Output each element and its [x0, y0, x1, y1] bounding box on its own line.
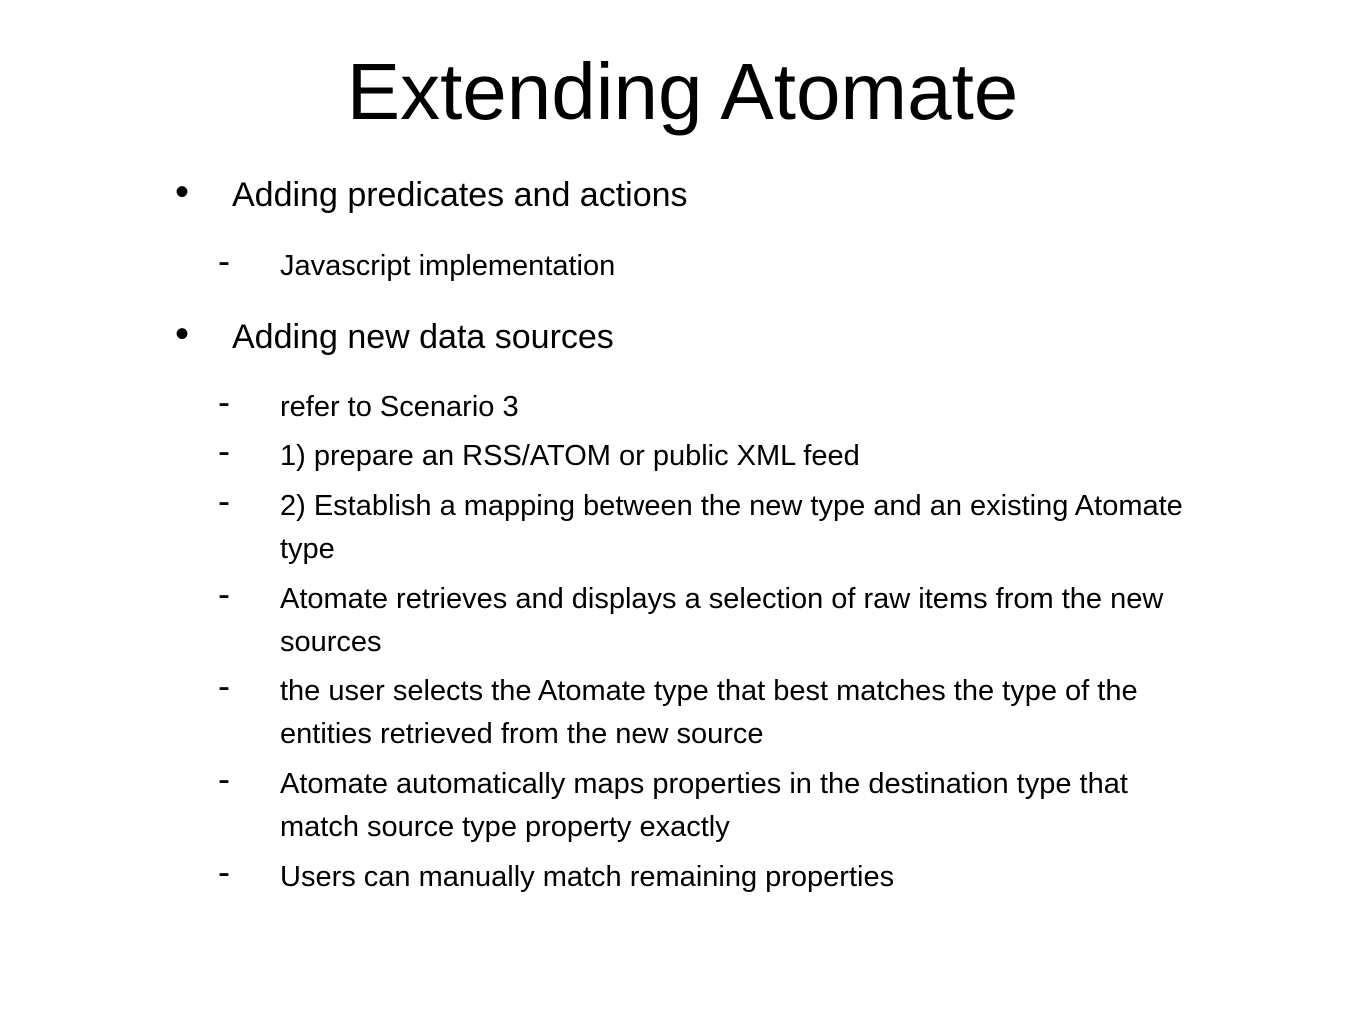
dash-icon: -: [218, 480, 230, 521]
sub-item-text: 1) prepare an RSS/ATOM or public XML feed: [280, 440, 860, 472]
sub-item-text: 2) Establish a mapping between the new type and an existing Atomate type: [280, 490, 1183, 565]
sub-item-text: Users can manually match remaining properties: [280, 861, 895, 893]
bullet-dot-icon: •: [175, 312, 190, 356]
bullet-dot-icon: •: [175, 170, 190, 214]
dash-icon: -: [218, 430, 230, 471]
sub-item-text: Atomate automatically maps properties in the destination type that match source type property exactly: [280, 768, 1128, 843]
dash-icon: -: [218, 240, 230, 281]
dash-icon: -: [218, 573, 230, 614]
dash-icon: -: [218, 381, 230, 422]
bullet-text: Adding new data sources: [232, 318, 614, 356]
sub-item-text: Javascript implementation: [280, 250, 616, 282]
dash-icon: -: [218, 851, 230, 892]
dash-icon: -: [218, 758, 230, 799]
dash-icon: -: [218, 665, 230, 706]
bullet-text: Adding predicates and actions: [232, 176, 688, 214]
sub-item-text: the user selects the Atomate type that best matches the type of the entities retrieved from the new source: [280, 675, 1138, 750]
sub-item-text: refer to Scenario 3: [280, 391, 519, 423]
slide-title: Extending Atomate: [346, 47, 1019, 136]
sub-item-text: Atomate retrieves and displays a selection of raw items from the new sources: [280, 583, 1164, 658]
